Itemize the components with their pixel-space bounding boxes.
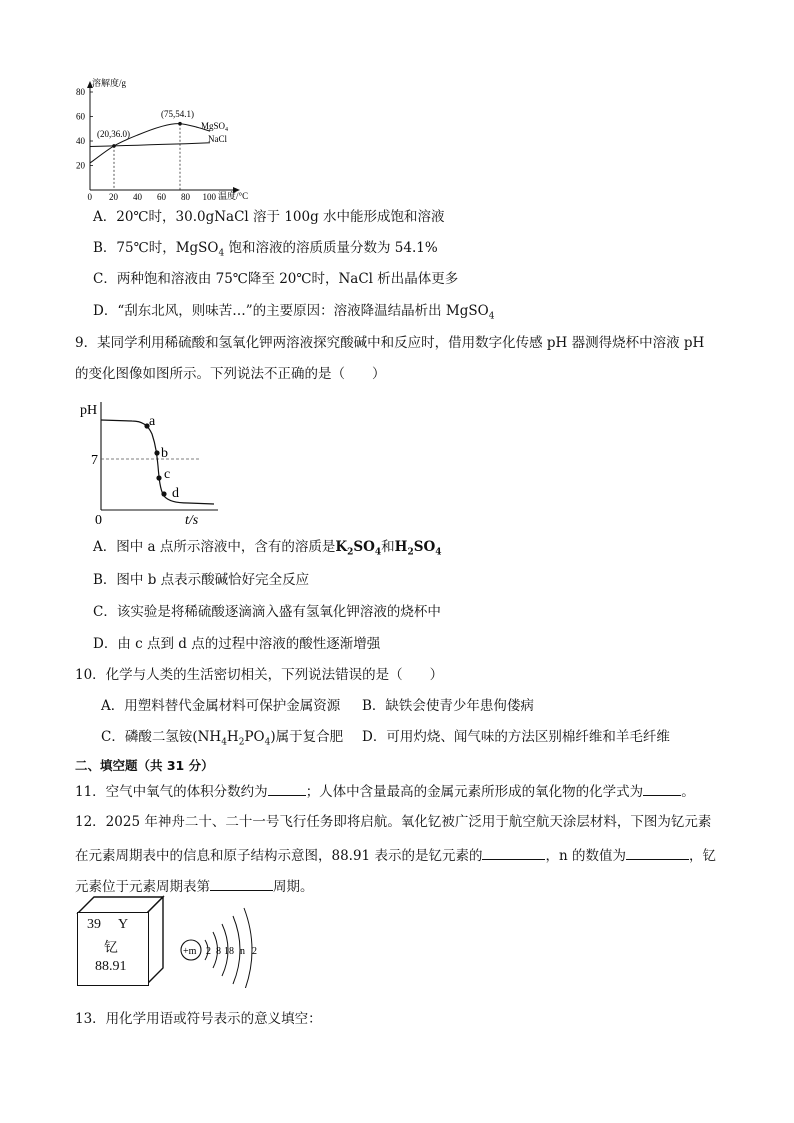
ph-label-c: c bbox=[164, 467, 171, 482]
ph-x-label: t/s bbox=[185, 513, 199, 528]
atomic-number: 39 bbox=[87, 917, 101, 932]
x-axis-label: 温度/°C bbox=[218, 191, 249, 201]
q10-stem: 10．化学与人类的生活密切相关，下列说法错误的是（ ） bbox=[75, 667, 444, 683]
ph-chart bbox=[72, 398, 222, 528]
q8-option-b: B．75℃时，MgSO$_4$ 饱和溶液的溶质质量分数为 54.1% bbox=[93, 240, 438, 259]
x-ticks bbox=[88, 192, 217, 202]
q12-blank-1[interactable] bbox=[482, 845, 545, 860]
annotation-75: (75,54.1) bbox=[161, 109, 194, 119]
q8-option-a: A．20℃时，30.0gNaCl 溶于 100g 水中能形成饱和溶液 bbox=[93, 209, 445, 225]
x-tick-label: 60 bbox=[157, 192, 166, 202]
solubility-chart bbox=[70, 75, 270, 203]
ph-origin: 0 bbox=[95, 513, 102, 528]
element-card bbox=[77, 912, 149, 986]
q9-stem-line2: 的变化图像如图所示。下列说法不正确的是（ ） bbox=[75, 366, 386, 382]
y-tick-label: 60 bbox=[76, 111, 85, 122]
x-tick-label: 20 bbox=[109, 192, 118, 202]
q8-option-c: C．两种饱和溶液由 75℃降至 20℃时，NaCl 析出晶体更多 bbox=[93, 271, 459, 287]
q12-blank-2[interactable] bbox=[626, 845, 689, 860]
q12-line1: 12．2025 年神舟二十、二十一号飞行任务即将启航。氧化钇被广泛用于航空航天涂层材料，下图为钇元素 bbox=[75, 814, 712, 830]
q11-blank-2[interactable] bbox=[643, 781, 681, 796]
nacl-series-line bbox=[90, 143, 210, 147]
q11-blank-1[interactable] bbox=[268, 781, 306, 796]
q12-line3: 元素位于元素周期表第 周期。 bbox=[75, 876, 314, 896]
ph-axis-label: pH bbox=[80, 403, 98, 418]
annotation-20: (20,36.0) bbox=[97, 129, 130, 139]
q9-option-d: D．由 c 点到 d 点的过程中溶液的酸性逐渐增强 bbox=[93, 636, 381, 652]
q8-option-d: D．“刮东北风，则味苦…”的主要原因：溶液降温结晶析出 MgSO$_4$ bbox=[93, 303, 495, 322]
q9-stem-line1: 9．某同学利用稀硫酸和氢氧化钾两溶液探究酸碱中和反应时，借用数字化传感 pH 器测得烧杯中溶液 pH bbox=[75, 335, 705, 351]
ph-point-d bbox=[161, 491, 166, 496]
x-tick-label: 40 bbox=[133, 192, 142, 202]
shell-arc-5 bbox=[244, 908, 252, 988]
q10-option-b: B．缺铁会使青少年患佝偻病 bbox=[362, 698, 534, 714]
point-75-54 bbox=[178, 122, 182, 126]
shell-electrons-4: n bbox=[240, 946, 245, 957]
y-tick-label: 20 bbox=[76, 160, 85, 171]
ph-label-a: a bbox=[149, 414, 156, 429]
q9-option-c: C．该实验是将稀硫酸逐滴滴入盛有氢氧化钾溶液的烧杯中 bbox=[93, 604, 441, 620]
y-tick-label: 40 bbox=[76, 136, 85, 146]
y-tick-label: 80 bbox=[76, 87, 85, 97]
nucleus-charge: +m bbox=[183, 946, 197, 957]
q12-line2: 在元素周期表中的信息和原子结构示意图，88.91 表示的是钇元素的 ，n 的数值为 ，钇 bbox=[75, 845, 716, 865]
q13-stem: 13．用化学用语或符号表示的意义填空： bbox=[75, 1011, 322, 1027]
q9-option-a: A．图中 a 点所示溶液中，含有的溶质是$K_2SO_4$和$H_2SO_4$ bbox=[93, 539, 442, 558]
ph-point-b bbox=[154, 450, 159, 455]
x-tick-label: 0 bbox=[87, 192, 92, 202]
ph-label-d: d bbox=[172, 486, 179, 501]
section-two-title: 二、填空题（共 31 分） bbox=[75, 758, 214, 773]
shell-electrons-5: 2 bbox=[252, 946, 257, 957]
atomic-structure-diagram bbox=[176, 902, 286, 988]
shell-electrons-2: 8 bbox=[216, 946, 221, 957]
q12-blank-3[interactable] bbox=[210, 876, 273, 891]
x-tick-label: 80 bbox=[181, 192, 190, 202]
atomic-mass: 88.91 bbox=[95, 959, 127, 974]
q10-option-a: A．用塑料替代金属材料可保护金属资源 bbox=[101, 698, 341, 714]
shell-arc-4 bbox=[233, 916, 240, 984]
nacl-legend: NaCl bbox=[208, 134, 227, 144]
x-tick-label: 100 bbox=[202, 192, 216, 202]
shell-electrons-3: 18 bbox=[224, 946, 234, 957]
ph-curve bbox=[101, 420, 214, 504]
ph-ref-label: 7 bbox=[91, 453, 98, 468]
q11-text: 11．空气中氧气的体积分数约为 ；人体中含量最高的金属元素所形成的氧化物的化学式为 。 bbox=[75, 781, 695, 801]
element-symbol: Y bbox=[118, 917, 129, 932]
mgso4-legend: MgSO$_4$ bbox=[201, 121, 229, 133]
ph-label-b: b bbox=[161, 446, 168, 461]
y-axis-label: 溶解度/g bbox=[92, 78, 127, 88]
q9-option-b: B．图中 b 点表示酸碱恰好完全反应 bbox=[93, 572, 310, 588]
q10-option-c: C．磷酸二氢铵$(NH_4H_2PO_4)$属于复合肥 bbox=[101, 729, 344, 748]
q10-option-d: D．可用灼烧、闻气味的方法区别棉纤维和羊毛纤维 bbox=[362, 729, 670, 745]
shell-electrons-1: 2 bbox=[206, 946, 211, 957]
element-name: 钇 bbox=[104, 941, 118, 956]
point-20-36 bbox=[112, 144, 116, 148]
ph-point-c bbox=[156, 475, 161, 480]
